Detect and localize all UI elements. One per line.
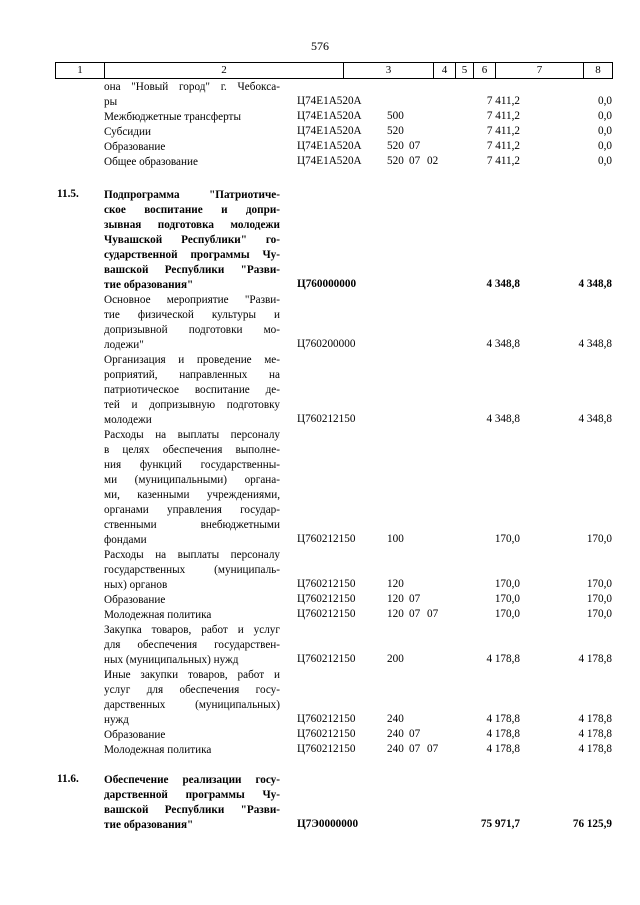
row-section: 07 <box>409 743 421 755</box>
row-name-line: нужд <box>104 714 129 726</box>
row-name <box>104 623 280 668</box>
row-code: Ц7Э0000000 <box>297 818 359 830</box>
row-name-line: тие образования" <box>104 819 194 831</box>
row-name <box>104 80 280 110</box>
row-name-line: тей и допризывную подготовку <box>104 399 280 411</box>
table-header <box>55 62 613 79</box>
row-value-2022: 76 125,9 <box>572 818 612 830</box>
row-value-2022: 0,0 <box>598 140 612 152</box>
row-value-2021: 4 178,8 <box>486 728 520 740</box>
row-expense-type: 520 <box>387 140 404 152</box>
row-value-2021: 7 411,2 <box>486 125 520 137</box>
row-name-line: зывная подготовка молодежи <box>104 219 280 231</box>
row-value-2021: 4 348,8 <box>486 413 520 425</box>
row-name <box>104 155 280 170</box>
row-code: Ц760212150 <box>297 413 356 425</box>
row-name-line: дарственной программы Чу- <box>104 789 280 801</box>
row-value-2021: 7 411,2 <box>486 155 520 167</box>
row-code: Ц74Е1А520А <box>297 110 362 122</box>
column-header-1: 1 <box>56 63 105 78</box>
row-name-line: тие физической культуры и <box>104 309 280 321</box>
row-code: Ц74Е1А520А <box>297 155 362 167</box>
row-name-line: государственных (муниципаль- <box>104 564 280 576</box>
row-value-2022: 4 178,8 <box>578 728 612 740</box>
row-name <box>104 593 280 608</box>
row-name-line: ми, казенными учреждениями, <box>104 489 280 501</box>
row-name-line: вашской Республики "Разви- <box>104 264 280 276</box>
row-expense-type: 100 <box>387 533 404 545</box>
row-value-2021: 170,0 <box>494 593 520 605</box>
row-value-2022: 4 348,8 <box>578 413 612 425</box>
row-name-line: тие образования" <box>104 279 194 291</box>
row-value-2022: 0,0 <box>598 155 612 167</box>
row-code: Ц760200000 <box>297 338 356 350</box>
row-name-line: лодежи" <box>104 339 144 351</box>
row-value-2022: 170,0 <box>586 578 612 590</box>
row-value-2021: 75 971,7 <box>480 818 520 830</box>
row-value-2021: 4 178,8 <box>486 653 520 665</box>
section-number: 11.5. <box>57 188 79 200</box>
row-section: 07 <box>409 728 421 740</box>
row-name-line: Межбюджетные трансферты <box>104 111 241 123</box>
page-number: 576 <box>311 39 329 53</box>
row-name-line: сударственной программы Чу- <box>104 249 280 261</box>
row-code: Ц760212150 <box>297 728 356 740</box>
row-value-2021: 170,0 <box>494 578 520 590</box>
row-code: Ц760212150 <box>297 533 356 545</box>
column-header-7: 7 <box>496 63 584 78</box>
row-name <box>104 293 280 353</box>
row-name-line: в целях обеспечения выполне- <box>104 444 280 456</box>
row-name-line: Образование <box>104 729 166 741</box>
row-value-2021: 170,0 <box>494 533 520 545</box>
row-code: Ц74Е1А520А <box>297 125 362 137</box>
row-name <box>104 125 280 140</box>
row-code: Ц760212150 <box>297 653 356 665</box>
row-name-line: Молодежная политика <box>104 609 212 621</box>
row-name <box>104 668 280 728</box>
row-expense-type: 200 <box>387 653 404 665</box>
row-expense-type: 240 <box>387 728 404 740</box>
column-header-3: 3 <box>344 63 434 78</box>
row-value-2022: 170,0 <box>586 593 612 605</box>
row-subsection: 07 <box>427 743 439 755</box>
row-name-line: ния функций государственны- <box>104 459 280 471</box>
row-name-line: дарственных (муниципальных) <box>104 699 280 711</box>
row-code: Ц760212150 <box>297 608 356 620</box>
row-expense-type: 240 <box>387 713 404 725</box>
row-name-line: Общее образование <box>104 156 198 168</box>
row-name-line: Основное мероприятие "Разви- <box>104 294 280 306</box>
row-value-2022: 4 178,8 <box>578 653 612 665</box>
row-subsection: 02 <box>427 155 439 167</box>
column-header-8: 8 <box>595 64 601 76</box>
row-name-line: Образование <box>104 141 166 153</box>
row-name-line: ных) органов <box>104 579 168 591</box>
row-name <box>104 773 280 833</box>
row-name <box>104 140 280 155</box>
row-name-line: ми (муниципальными) органа- <box>104 474 280 486</box>
row-value-2022: 170,0 <box>586 533 612 545</box>
row-value-2021: 7 411,2 <box>486 140 520 152</box>
row-code: Ц74Е1А520А <box>297 95 362 107</box>
row-name <box>104 548 280 593</box>
row-code: Ц760212150 <box>297 713 356 725</box>
row-expense-type: 500 <box>387 110 404 122</box>
row-name-line: для обеспечения государствен- <box>104 639 280 651</box>
row-code: Ц760212150 <box>297 578 356 590</box>
row-name-line: она "Новый город" г. Чебокса- <box>104 81 280 93</box>
row-expense-type: 520 <box>387 125 404 137</box>
column-header-6: 6 <box>474 63 496 78</box>
row-name-line: допризывной подготовки мо- <box>104 324 280 336</box>
row-value-2022: 0,0 <box>598 125 612 137</box>
row-name-line: Иные закупки товаров, работ и <box>104 669 280 681</box>
row-name-line: фондами <box>104 534 147 546</box>
column-header-2: 2 <box>105 63 344 78</box>
row-name-line: ственными внебюджетными <box>104 519 280 531</box>
row-value-2021: 4 348,8 <box>486 278 520 290</box>
row-expense-type: 520 <box>387 155 404 167</box>
row-value-2021: 170,0 <box>494 608 520 620</box>
row-expense-type: 240 <box>387 743 404 755</box>
row-value-2022: 4 178,8 <box>578 743 612 755</box>
row-value-2022: 4 178,8 <box>578 713 612 725</box>
row-section: 07 <box>409 140 421 152</box>
section-number: 11.6. <box>57 773 79 785</box>
row-value-2021: 7 411,2 <box>486 95 520 107</box>
row-name-line: ных (муниципальных) нужд <box>104 654 239 666</box>
row-name-line: Расходы на выплаты персоналу <box>104 549 280 561</box>
row-name <box>104 743 280 758</box>
column-header-4: 4 <box>434 63 456 78</box>
row-name <box>104 608 280 623</box>
row-name-line: ры <box>104 96 118 108</box>
row-value-2022: 0,0 <box>598 95 612 107</box>
row-name <box>104 188 280 293</box>
row-section: 07 <box>409 608 421 620</box>
row-value-2021: 4 178,8 <box>486 743 520 755</box>
row-value-2022: 0,0 <box>598 110 612 122</box>
row-value-2022: 4 348,8 <box>578 278 612 290</box>
row-value-2021: 4 348,8 <box>486 338 520 350</box>
row-name-line: роприятий, направленных на <box>104 369 280 381</box>
row-name <box>104 428 280 548</box>
row-code: Ц74Е1А520А <box>297 140 362 152</box>
row-section: 07 <box>409 593 421 605</box>
row-section: 07 <box>409 155 421 167</box>
row-expense-type: 120 <box>387 593 404 605</box>
row-value-2021: 7 411,2 <box>486 110 520 122</box>
column-header-5: 5 <box>456 63 474 78</box>
row-name-line: молодежи <box>104 414 152 426</box>
row-name-line: Подпрограмма "Патриотиче- <box>104 189 280 201</box>
row-expense-type: 120 <box>387 608 404 620</box>
row-code: Ц760000000 <box>297 278 357 290</box>
row-name-line: Чувашской Республики" го- <box>104 234 280 246</box>
row-name-line: Закупка товаров, работ и услуг <box>104 624 280 636</box>
row-value-2022: 170,0 <box>586 608 612 620</box>
row-name-line: Субсидии <box>104 126 151 138</box>
row-name-line: Организация и проведение ме- <box>104 354 280 366</box>
row-code: Ц760212150 <box>297 593 356 605</box>
row-name <box>104 110 280 125</box>
row-name-line: патриотическое воспитание де- <box>104 384 280 396</box>
row-name <box>104 728 280 743</box>
row-name-line: вашской Республики "Разви- <box>104 804 280 816</box>
row-name-line: услуг для обеспечения госу- <box>104 684 280 696</box>
row-expense-type: 120 <box>387 578 404 590</box>
row-name-line: Расходы на выплаты персоналу <box>104 429 280 441</box>
row-name-line: ское воспитание и допри- <box>104 204 280 216</box>
row-name-line: Молодежная политика <box>104 744 212 756</box>
row-value-2021: 4 178,8 <box>486 713 520 725</box>
row-code: Ц760212150 <box>297 743 356 755</box>
row-name-line: органами управления государ- <box>104 504 280 516</box>
row-name-line: Обеспечение реализации госу- <box>104 774 280 786</box>
row-name-line: Образование <box>104 594 166 606</box>
row-value-2022: 4 348,8 <box>578 338 612 350</box>
row-subsection: 07 <box>427 608 439 620</box>
row-name <box>104 353 280 428</box>
